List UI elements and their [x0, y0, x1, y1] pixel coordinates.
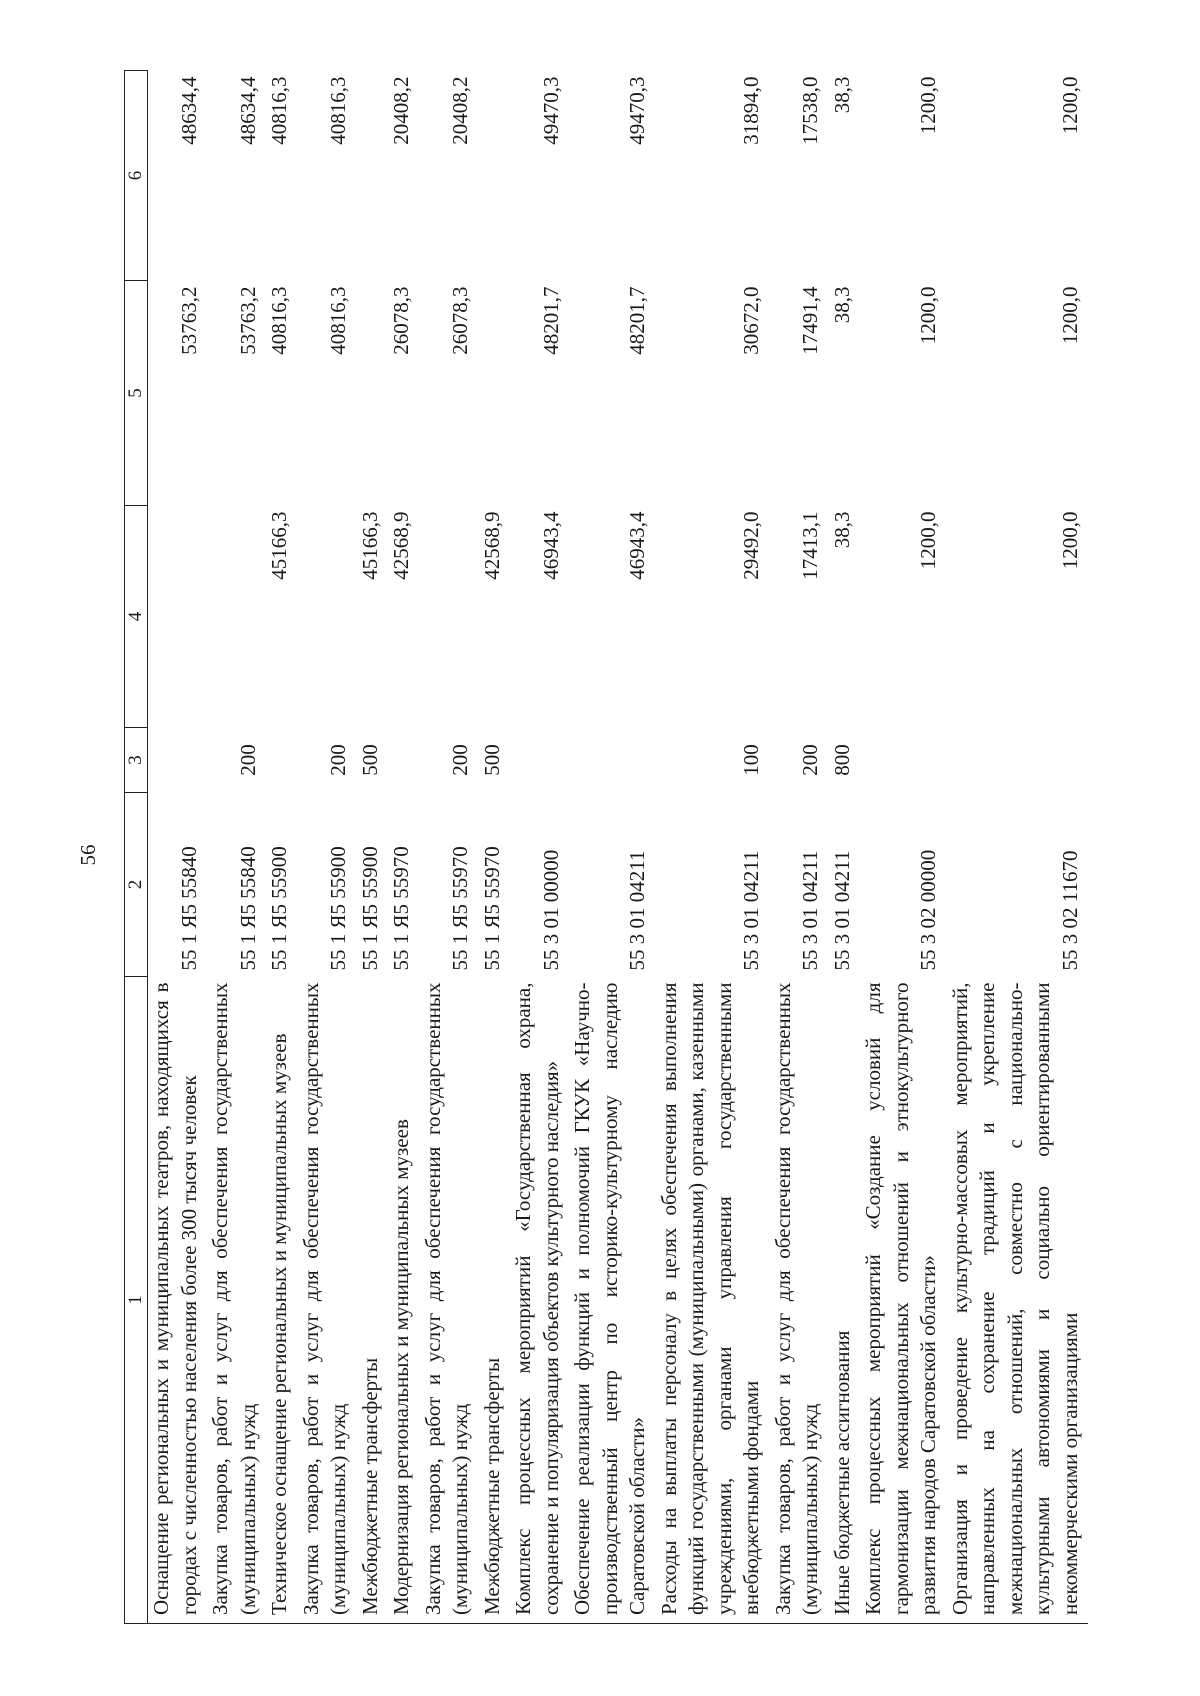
- target-article-code-cell: [569, 793, 656, 977]
- target-article-code: 55 1 Я5 55970: [448, 846, 472, 971]
- amount-col5: 26078,3: [448, 286, 472, 355]
- row-name: Иные бюджетные ассигнования: [829, 977, 861, 1624]
- amount-col6-cell: [388, 71, 420, 281]
- amount-col5: 40816,3: [326, 286, 350, 355]
- amount-col5-cell: [569, 281, 656, 506]
- amount-col5: 53763,2: [235, 286, 260, 355]
- column-header-4: 4: [125, 506, 148, 728]
- target-article-code-cell: [829, 793, 861, 977]
- expense-type-code: 800: [829, 744, 854, 776]
- target-article-code: 55 1 Я5 55900: [326, 846, 350, 971]
- target-article-code: 55 1 Я5 55970: [479, 846, 504, 971]
- target-article-code-cell: [656, 793, 770, 977]
- amount-col4-cell: [656, 506, 770, 728]
- row-name: Расходы на выплаты персоналу в целях обеспечения выполнения функций государственными (муниципальными) органами, казенными учреждениями, органами управления государственными внебюджетными фондами: [656, 977, 770, 1624]
- column-header-6: 6: [125, 71, 148, 281]
- expense-type-code-cell: [420, 728, 479, 793]
- amount-col4: 46943,4: [538, 511, 563, 580]
- amount-col4: 42568,9: [479, 511, 504, 580]
- amount-col4: 1200,0: [1057, 511, 1082, 570]
- column-header-3: 3: [125, 728, 148, 793]
- amount-col4: 17413,1: [798, 511, 822, 580]
- target-article-code-cell: [510, 793, 569, 977]
- amount-col5: 1200,0: [916, 286, 940, 345]
- target-article-code: 55 1 Я5 55900: [267, 846, 291, 971]
- amount-col5: 53763,2: [176, 286, 201, 355]
- column-header-5: 5: [125, 281, 148, 506]
- expense-type-code-cell: [656, 728, 770, 793]
- table-row: [298, 71, 357, 1624]
- target-article-code: 55 3 02 11670: [1057, 850, 1082, 971]
- amount-col4-cell: [420, 506, 479, 728]
- amount-col4-cell: [947, 506, 1089, 728]
- amount-col5: 30672,0: [739, 286, 763, 355]
- target-article-code-cell: [770, 793, 829, 977]
- amount-col5-cell: [510, 281, 569, 506]
- expense-type-code-cell: [148, 728, 208, 793]
- expense-type-code-cell: [770, 728, 829, 793]
- amount-col4-cell: [860, 506, 947, 728]
- amount-col4: 45166,3: [357, 511, 382, 580]
- amount-col6: 49470,3: [625, 76, 649, 145]
- expense-type-code-cell: [829, 728, 861, 793]
- amount-col5: 26078,3: [389, 286, 413, 355]
- expense-type-code-cell: [947, 728, 1089, 793]
- row-name: Закупка товаров, работ и услуг для обеспечения государственных (муниципальных) нужд: [298, 977, 357, 1624]
- table-row: [947, 71, 1089, 1624]
- row-name: Модернизация региональных и муниципальных музеев: [388, 977, 420, 1624]
- target-article-code: 55 1 Я5 55900: [357, 846, 382, 971]
- target-article-code-cell: [479, 793, 511, 977]
- amount-col6: 40816,3: [326, 76, 350, 145]
- row-name: Закупка товаров, работ и услуг для обеспечения государственных (муниципальных) нужд: [770, 977, 829, 1624]
- table-row: [207, 71, 266, 1624]
- amount-col6-cell: [569, 71, 656, 281]
- amount-col5-cell: [479, 281, 511, 506]
- target-article-code: 55 1 Я5 55840: [235, 846, 260, 971]
- target-article-code-cell: [357, 793, 389, 977]
- amount-col5: 1200,0: [1057, 286, 1082, 345]
- amount-col6-cell: [298, 71, 357, 281]
- expense-type-code-cell: [207, 728, 266, 793]
- expense-type-code: 200: [448, 744, 472, 776]
- rotated-page: [124, 71, 1156, 1624]
- amount-col5-cell: [357, 281, 389, 506]
- expense-type-code: 200: [798, 744, 822, 776]
- expense-type-code-cell: [510, 728, 569, 793]
- amount-col4-cell: [829, 506, 861, 728]
- page-number: 56: [76, 844, 100, 866]
- table-row: [829, 71, 861, 1624]
- amount-col5: 40816,3: [267, 286, 291, 355]
- target-article-code-cell: [860, 793, 947, 977]
- amount-col6-cell: [860, 71, 947, 281]
- amount-col6-cell: [947, 71, 1089, 281]
- amount-col6: 48634,4: [176, 76, 201, 145]
- table-row: [569, 71, 656, 1624]
- amount-col5-cell: [770, 281, 829, 506]
- amount-col5-cell: [148, 281, 208, 506]
- target-article-code-cell: [266, 793, 298, 977]
- amount-col4-cell: [148, 506, 208, 728]
- amount-col6: 31894,0: [739, 76, 763, 145]
- column-header-1: 1: [125, 977, 148, 1624]
- expense-type-code-cell: [266, 728, 298, 793]
- target-article-code-cell: [298, 793, 357, 977]
- amount-col4: 1200,0: [916, 511, 940, 570]
- table-body: [148, 71, 1089, 1624]
- budget-table: [124, 70, 1088, 1624]
- amount-col5-cell: [947, 281, 1089, 506]
- amount-col4-cell: [569, 506, 656, 728]
- table-row: [479, 71, 511, 1624]
- amount-col5: 17491,4: [798, 286, 822, 355]
- row-name: Комплекс процессных мероприятий «Создание условий для гармонизации межнациональных отношений и этнокультурного развития народов Саратовской области»: [860, 977, 947, 1624]
- amount-col6-cell: [207, 71, 266, 281]
- table-row: [266, 71, 298, 1624]
- amount-col5-cell: [266, 281, 298, 506]
- target-article-code: 55 3 01 04211: [798, 850, 822, 971]
- expense-type-code-cell: [357, 728, 389, 793]
- table-row: [388, 71, 420, 1624]
- target-article-code-cell: [420, 793, 479, 977]
- amount-col4: 46943,4: [625, 511, 649, 580]
- row-name: Закупка товаров, работ и услуг для обеспечения государственных (муниципальных) нужд: [420, 977, 479, 1624]
- row-name: Комплекс процессных мероприятий «Государственная охрана, сохранение и популяризация объектов культурного наследия»: [510, 977, 569, 1624]
- amount-col5-cell: [656, 281, 770, 506]
- amount-col6: 20408,2: [389, 76, 413, 145]
- amount-col5: 48201,7: [538, 286, 563, 355]
- column-numbers-row: [125, 71, 148, 1624]
- target-article-code: 55 1 Я5 55970: [389, 846, 413, 971]
- amount-col5-cell: [388, 281, 420, 506]
- row-name: Организация и проведение культурно-массовых мероприятий, направленных на сохранение традиций и укрепление межнациональных отношений, совместно с национально-культурными автономиями и социально ориентированными некоммерческими организациями: [947, 977, 1089, 1624]
- expense-type-code: 500: [479, 744, 504, 776]
- amount-col6: 17538,0: [798, 76, 822, 145]
- amount-col6-cell: [479, 71, 511, 281]
- expense-type-code-cell: [388, 728, 420, 793]
- expense-type-code-cell: [479, 728, 511, 793]
- amount-col6-cell: [770, 71, 829, 281]
- amount-col4-cell: [388, 506, 420, 728]
- amount-col5-cell: [298, 281, 357, 506]
- table-row: [510, 71, 569, 1624]
- amount-col4: 29492,0: [739, 511, 763, 580]
- expense-type-code: 100: [739, 744, 763, 776]
- target-article-code-cell: [947, 793, 1089, 977]
- amount-col4: 42568,9: [389, 511, 413, 580]
- amount-col6: 40816,3: [267, 76, 291, 145]
- amount-col6-cell: [420, 71, 479, 281]
- table-row: [148, 71, 208, 1624]
- amount-col6: 49470,3: [538, 76, 563, 145]
- row-name: Межбюджетные трансферты: [357, 977, 389, 1624]
- target-article-code-cell: [207, 793, 266, 977]
- table-row: [770, 71, 829, 1624]
- amount-col6-cell: [357, 71, 389, 281]
- amount-col6: 38,3: [829, 76, 854, 114]
- amount-col4-cell: [510, 506, 569, 728]
- amount-col6-cell: [829, 71, 861, 281]
- row-name: Оснащение региональных и муниципальных театров, находящихся в городах с численностью населения более 300 тысяч человек: [148, 977, 208, 1624]
- table-row: [656, 71, 770, 1624]
- table-row: [860, 71, 947, 1624]
- amount-col6: 48634,4: [235, 76, 260, 145]
- amount-col4-cell: [266, 506, 298, 728]
- amount-col4-cell: [357, 506, 389, 728]
- amount-col5-cell: [860, 281, 947, 506]
- amount-col6: 1200,0: [916, 76, 940, 135]
- amount-col5: 48201,7: [625, 286, 649, 355]
- amount-col6: 20408,2: [448, 76, 472, 145]
- row-name: Обеспечение реализации функций и полномочий ГКУК «Научно-производственный центр по историко-культурному наследию Саратовской области»: [569, 977, 656, 1624]
- target-article-code-cell: [388, 793, 420, 977]
- expense-type-code-cell: [860, 728, 947, 793]
- expense-type-code: 500: [357, 744, 382, 776]
- amount-col4-cell: [770, 506, 829, 728]
- target-article-code: 55 3 01 00000: [538, 849, 563, 971]
- amount-col4-cell: [207, 506, 266, 728]
- amount-col5-cell: [829, 281, 861, 506]
- column-header-2: 2: [125, 793, 148, 977]
- amount-col5-cell: [420, 281, 479, 506]
- target-article-code: 55 1 Я5 55840: [176, 846, 201, 971]
- amount-col6-cell: [510, 71, 569, 281]
- expense-type-code: 200: [326, 744, 350, 776]
- target-article-code: 55 3 01 04211: [829, 850, 854, 971]
- expense-type-code: 200: [235, 744, 260, 776]
- amount-col5: 38,3: [829, 286, 854, 324]
- amount-col4: 45166,3: [267, 511, 291, 580]
- row-name: Закупка товаров, работ и услуг для обеспечения государственных (муниципальных) нужд: [207, 977, 266, 1624]
- amount-col6-cell: [266, 71, 298, 281]
- amount-col6-cell: [656, 71, 770, 281]
- amount-col4: 38,3: [829, 511, 854, 549]
- row-name: Техническое оснащение региональных и муниципальных музеев: [266, 977, 298, 1624]
- table-row: [420, 71, 479, 1624]
- row-name: Межбюджетные трансферты: [479, 977, 511, 1624]
- target-article-code-cell: [148, 793, 208, 977]
- table-row: [357, 71, 389, 1624]
- target-article-code: 55 3 02 00000: [916, 849, 940, 971]
- amount-col5-cell: [207, 281, 266, 506]
- amount-col6: 1200,0: [1057, 76, 1082, 135]
- expense-type-code-cell: [298, 728, 357, 793]
- amount-col4-cell: [479, 506, 511, 728]
- expense-type-code-cell: [569, 728, 656, 793]
- amount-col4-cell: [298, 506, 357, 728]
- target-article-code: 55 3 01 04211: [625, 850, 649, 971]
- target-article-code: 55 3 01 04211: [739, 850, 763, 971]
- amount-col6-cell: [148, 71, 208, 281]
